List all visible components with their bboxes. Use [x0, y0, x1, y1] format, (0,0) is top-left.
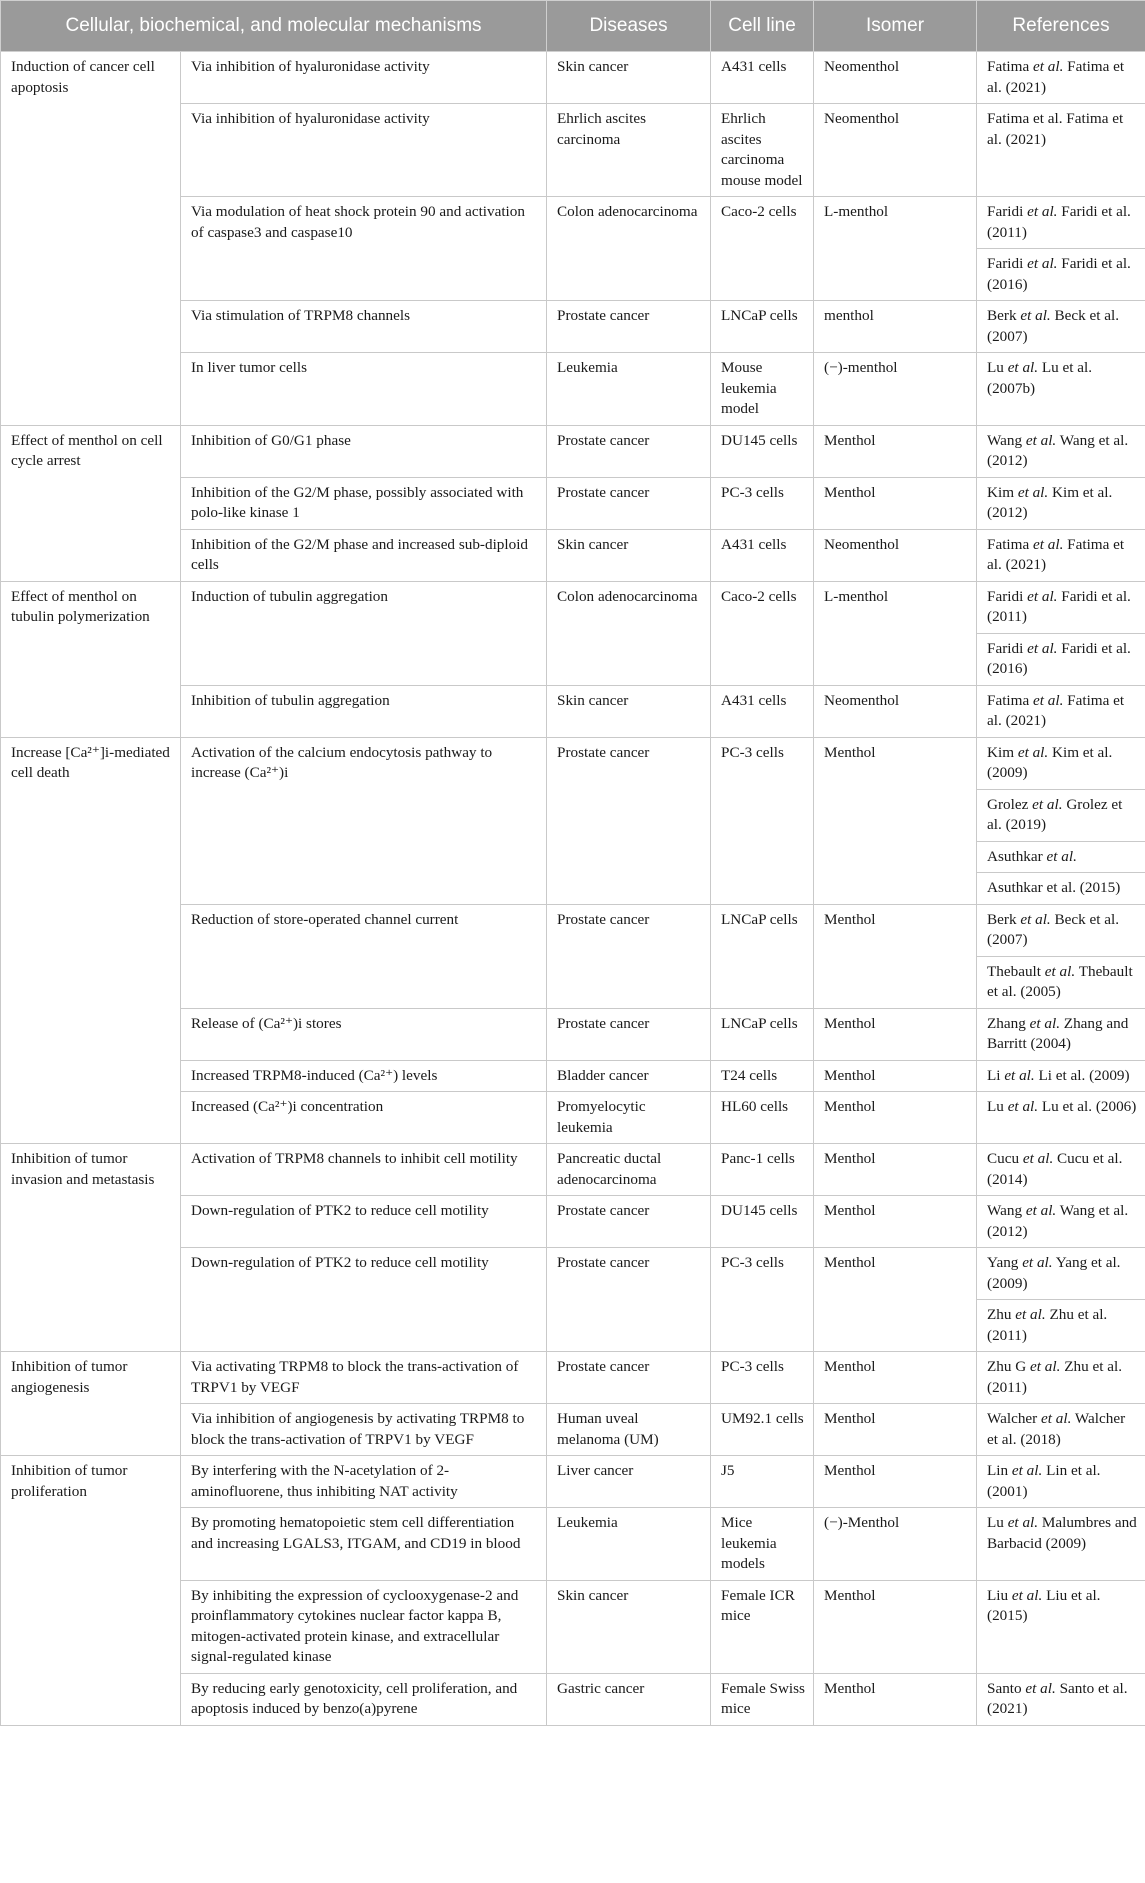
sub-mechanism-cell: Induction of tubulin aggregation — [181, 581, 547, 685]
isomer-cell: Menthol — [814, 1404, 977, 1456]
cell-line-cell: LNCaP cells — [711, 1008, 814, 1060]
sub-mechanism-cell: Via activating TRPM8 to block the trans-activation of TRPV1 by VEGF — [181, 1352, 547, 1404]
mechanism-cell: Inhibition of tumor invasion and metastasis — [1, 1144, 181, 1352]
isomer-cell: L-menthol — [814, 581, 977, 685]
cell-line-cell: HL60 cells — [711, 1092, 814, 1144]
reference-cell — [977, 249, 1145, 301]
ref-author: Santo — [987, 1679, 1022, 1697]
ref-citation: Zhu et al. (2011) — [987, 1306, 1108, 1344]
sub-mechanism-cell: Increased (Ca²⁺)i concentration — [181, 1092, 547, 1144]
cell-line-cell: PC-3 cells — [711, 1248, 814, 1352]
isomer-cell: Menthol — [814, 477, 977, 529]
ref-citation: Wang et al. (2012) — [987, 431, 1129, 469]
ref-author: Asuthkar et al. (2015) — [987, 879, 1121, 896]
sub-mechanism-cell: Via inhibition of angiogenesis by activating TRPM8 to block the trans-activation of TRPV1 by VEGF — [181, 1404, 547, 1456]
table-row — [1, 581, 1145, 633]
ref-etal: et al. — [1020, 307, 1051, 324]
ref-citation: Kim et al. (2012) — [987, 483, 1113, 521]
cell-line-cell: T24 cells — [711, 1060, 814, 1092]
disease-cell: Promyelocytic leukemia — [547, 1092, 711, 1144]
disease-cell: Prostate cancer — [547, 1008, 711, 1060]
cell-line-cell: Panc-1 cells — [711, 1144, 814, 1196]
reference-cell — [977, 737, 1145, 789]
isomer-cell: (−)-menthol — [814, 353, 977, 426]
ref-citation: Liu et al. (2015) — [987, 1586, 1101, 1624]
table-row — [1, 737, 1145, 789]
ref-etal: et al. — [1025, 1679, 1056, 1697]
reference-cell — [977, 1300, 1145, 1352]
ref-author: Zhu — [987, 1306, 1012, 1323]
table-row — [1, 425, 1145, 477]
mechanism-cell: Inhibition of tumor proliferation — [1, 1456, 181, 1726]
ref-author: Fatima — [987, 58, 1030, 75]
isomer-cell: Neomenthol — [814, 529, 977, 581]
mechanism-cell: Effect of menthol on cell cycle arrest — [1, 425, 181, 581]
disease-cell: Prostate cancer — [547, 301, 711, 353]
header-diseases: Diseases — [547, 1, 711, 52]
isomer-cell: Neomenthol — [814, 685, 977, 737]
ref-author: Fatima — [987, 691, 1030, 709]
disease-cell: Prostate cancer — [547, 1196, 711, 1248]
disease-cell: Leukemia — [547, 1508, 711, 1581]
ref-citation: Cucu et al. (2014) — [987, 1150, 1123, 1188]
cell-line-cell: A431 cells — [711, 52, 814, 104]
disease-cell: Prostate cancer — [547, 904, 711, 1008]
ref-author: Liu — [987, 1586, 1009, 1604]
disease-cell: Colon adenocarcinoma — [547, 197, 711, 301]
ref-etal: et al. — [1022, 1150, 1054, 1167]
ref-author: Berk — [987, 910, 1017, 928]
table-row — [1, 52, 1145, 104]
ref-citation: Fatima et al. (2021) — [987, 535, 1125, 573]
ref-etal: et al. — [1025, 431, 1057, 449]
ref-citation: Lin et al. (2001) — [987, 1462, 1101, 1500]
disease-cell: Bladder cancer — [547, 1060, 711, 1092]
reference-cell — [977, 301, 1145, 353]
ref-etal: et al. — [1027, 203, 1058, 220]
ref-etal: et al. — [1046, 847, 1077, 865]
disease-cell: Human uveal melanoma (UM) — [547, 1404, 711, 1456]
mechanism-cell: Increase [Ca²⁺]i-mediated cell death — [1, 737, 181, 1144]
sub-mechanism-cell: Reduction of store-operated channel current — [181, 904, 547, 1008]
reference-cell — [977, 1196, 1145, 1248]
sub-mechanism-cell: Activation of TRPM8 channels to inhibit cell motility — [181, 1144, 547, 1196]
ref-citation: Beck et al. (2007) — [987, 910, 1120, 948]
isomer-cell: Neomenthol — [814, 104, 977, 197]
ref-author: Lu — [987, 359, 1004, 376]
cell-line-cell: Female Swiss mice — [711, 1673, 814, 1725]
ref-citation: Wang et al. (2012) — [987, 1202, 1129, 1240]
ref-author: Zhang — [987, 1014, 1026, 1032]
ref-citation: Fatima et al. (2021) — [987, 691, 1125, 729]
ref-author: Grolez — [987, 795, 1029, 813]
isomer-cell: Menthol — [814, 425, 977, 477]
disease-cell: Ehrlich ascites carcinoma — [547, 104, 711, 197]
ref-etal: et al. — [1017, 483, 1049, 501]
isomer-cell: Menthol — [814, 1092, 977, 1144]
ref-etal: et al. — [1027, 255, 1058, 272]
disease-cell: Prostate cancer — [547, 737, 711, 904]
ref-etal: et al. — [1044, 962, 1076, 980]
cell-line-cell: PC-3 cells — [711, 1352, 814, 1404]
ref-author: Asuthkar — [987, 847, 1043, 865]
sub-mechanism-cell: Down-regulation of PTK2 to reduce cell motility — [181, 1248, 547, 1352]
cell-line-cell: Ehrlich ascites carcinoma mouse model — [711, 104, 814, 197]
reference-cell — [977, 1060, 1145, 1092]
cell-line-cell: DU145 cells — [711, 425, 814, 477]
ref-author: Wang — [987, 1202, 1023, 1219]
cell-line-cell: PC-3 cells — [711, 737, 814, 904]
reference-cell — [977, 1092, 1145, 1144]
reference-cell — [977, 841, 1145, 873]
ref-citation: Grolez et al. (2019) — [987, 795, 1123, 833]
ref-etal: et al. — [1032, 795, 1063, 813]
ref-author: Thebault — [987, 962, 1041, 980]
ref-etal: et al. — [1033, 58, 1064, 75]
isomer-cell: Menthol — [814, 1248, 977, 1352]
cell-line-cell: Mouse leukemia model — [711, 353, 814, 426]
reference-cell — [977, 633, 1145, 685]
ref-etal: et al. — [1027, 639, 1058, 657]
isomer-cell: Menthol — [814, 904, 977, 1008]
cell-line-cell: A431 cells — [711, 529, 814, 581]
cell-line-cell: LNCaP cells — [711, 904, 814, 1008]
ref-etal: et al. — [1004, 1066, 1035, 1084]
sub-mechanism-cell: Via stimulation of TRPM8 channels — [181, 301, 547, 353]
ref-citation: Faridi et al. (2011) — [987, 587, 1131, 625]
ref-citation: Lu et al. (2007b) — [987, 359, 1093, 397]
ref-etal: et al. — [1041, 1410, 1072, 1427]
reference-cell — [977, 1144, 1145, 1196]
disease-cell: Liver cancer — [547, 1456, 711, 1508]
cell-line-cell: Female ICR mice — [711, 1580, 814, 1673]
disease-cell: Colon adenocarcinoma — [547, 581, 711, 685]
reference-cell — [977, 1580, 1145, 1673]
ref-author: Fatima — [987, 535, 1030, 553]
header-references: References — [977, 1, 1145, 52]
ref-etal: et al. — [1015, 1306, 1046, 1323]
ref-author: Kim — [987, 483, 1015, 501]
ref-citation: Lu et al. (2006) — [1038, 1098, 1137, 1115]
reference-cell — [977, 1508, 1145, 1581]
ref-etal: et al. — [1022, 1254, 1053, 1271]
reference-cell — [977, 1352, 1145, 1404]
reference-cell — [977, 904, 1145, 956]
disease-cell: Gastric cancer — [547, 1673, 711, 1725]
cell-line-cell: Caco-2 cells — [711, 197, 814, 301]
ref-etal: et al. — [1029, 1014, 1060, 1032]
disease-cell: Prostate cancer — [547, 425, 711, 477]
cell-line-cell: J5 — [711, 1456, 814, 1508]
sub-mechanism-cell: By interfering with the N-acetylation of 2-aminofluorene, thus inhibiting NAT activity — [181, 1456, 547, 1508]
sub-mechanism-cell: By inhibiting the expression of cyclooxygenase-2 and proinflammatory cytokines nuclear factor kappa B, mitogen-activated protein kinase, and extracellular signal-regulated kinase — [181, 1580, 547, 1673]
ref-author: Lu — [987, 1098, 1004, 1115]
ref-author: Faridi — [987, 587, 1024, 605]
ref-author: Wang — [987, 431, 1023, 449]
isomer-cell: Menthol — [814, 1456, 977, 1508]
cell-line-cell: LNCaP cells — [711, 301, 814, 353]
ref-citation: Malumbres and Barbacid (2009) — [987, 1514, 1137, 1552]
ref-etal: et al. — [1007, 1514, 1039, 1531]
ref-author: Li — [987, 1066, 1001, 1084]
isomer-cell: Menthol — [814, 1008, 977, 1060]
reference-cell — [977, 956, 1145, 1008]
reference-cell — [977, 477, 1145, 529]
header-row — [1, 1, 1145, 52]
ref-etal: et al. — [1020, 910, 1051, 928]
ref-citation: Li et al. (2009) — [1034, 1066, 1130, 1084]
disease-cell: Prostate cancer — [547, 1352, 711, 1404]
ref-etal: et al. — [1011, 1462, 1043, 1479]
ref-author: Lu — [987, 1514, 1004, 1531]
ref-etal: et al. — [1011, 1586, 1043, 1604]
cell-line-cell: Mice leukemia models — [711, 1508, 814, 1581]
disease-cell: Leukemia — [547, 353, 711, 426]
disease-cell: Prostate cancer — [547, 1248, 711, 1352]
cell-line-cell: DU145 cells — [711, 1196, 814, 1248]
cell-line-cell: Caco-2 cells — [711, 581, 814, 685]
reference-cell — [977, 1404, 1145, 1456]
sub-mechanism-cell: By promoting hematopoietic stem cell differentiation and increasing LGALS3, ITGAM, and CD19 in blood — [181, 1508, 547, 1581]
sub-mechanism-cell: Inhibition of tubulin aggregation — [181, 685, 547, 737]
reference-cell — [977, 529, 1145, 581]
sub-mechanism-cell: Activation of the calcium endocytosis pathway to increase (Ca²⁺)i — [181, 737, 547, 904]
ref-citation: Faridi et al. (2016) — [987, 639, 1131, 677]
reference-cell — [977, 789, 1145, 841]
isomer-cell: Menthol — [814, 1673, 977, 1725]
ref-citation: Beck et al. (2007) — [987, 307, 1120, 345]
ref-author: Zhu G — [987, 1358, 1027, 1375]
reference-cell — [977, 104, 1145, 197]
reference-cell — [977, 581, 1145, 633]
ref-citation: Kim et al. (2009) — [987, 743, 1113, 781]
disease-cell: Skin cancer — [547, 52, 711, 104]
sub-mechanism-cell: Inhibition of the G2/M phase and increased sub-diploid cells — [181, 529, 547, 581]
reference-cell — [977, 353, 1145, 426]
ref-author: Walcher — [987, 1410, 1038, 1427]
disease-cell: Pancreatic ductal adenocarcinoma — [547, 1144, 711, 1196]
ref-etal: et al. — [1033, 691, 1064, 709]
isomer-cell: Menthol — [814, 1580, 977, 1673]
ref-citation: Faridi et al. (2016) — [987, 255, 1131, 293]
reference-cell — [977, 1456, 1145, 1508]
ref-author: Cucu — [987, 1150, 1020, 1167]
mechanism-cell: Inhibition of tumor angiogenesis — [1, 1352, 181, 1456]
ref-citation: Thebault et al. (2005) — [987, 962, 1133, 1000]
reference-cell — [977, 197, 1145, 249]
ref-etal: et al. — [1007, 1098, 1039, 1115]
reference-cell — [977, 52, 1145, 104]
sub-mechanism-cell: Via inhibition of hyaluronidase activity — [181, 52, 547, 104]
isomer-cell: Menthol — [814, 1352, 977, 1404]
ref-etal: et al. — [1027, 587, 1058, 605]
ref-author: Berk — [987, 307, 1017, 324]
table-row — [1, 1456, 1145, 1508]
reference-cell — [977, 425, 1145, 477]
sub-mechanism-cell: Via inhibition of hyaluronidase activity — [181, 104, 547, 197]
sub-mechanism-cell: Inhibition of G0/G1 phase — [181, 425, 547, 477]
disease-cell: Skin cancer — [547, 529, 711, 581]
disease-cell: Skin cancer — [547, 685, 711, 737]
isomer-cell: Menthol — [814, 1060, 977, 1092]
ref-citation: Walcher et al. (2018) — [987, 1410, 1126, 1448]
reference-cell — [977, 1008, 1145, 1060]
sub-mechanism-cell: Increased TRPM8-induced (Ca²⁺) levels — [181, 1060, 547, 1092]
reference-cell — [977, 1248, 1145, 1300]
ref-etal: et al. — [1033, 535, 1064, 553]
header-cell-line: Cell line — [711, 1, 814, 52]
reference-cell — [977, 873, 1145, 905]
isomer-cell: L-menthol — [814, 197, 977, 301]
ref-etal: et al. — [1007, 359, 1039, 376]
ref-author: Fatima et al. Fatima et al. (2021) — [987, 110, 1124, 148]
ref-author: Lin — [987, 1462, 1009, 1479]
isomer-cell: Neomenthol — [814, 52, 977, 104]
ref-citation: Yang et al. (2009) — [987, 1254, 1121, 1292]
ref-author: Kim — [987, 743, 1015, 761]
cell-line-cell: A431 cells — [711, 685, 814, 737]
ref-etal: et al. — [1017, 743, 1049, 761]
sub-mechanism-cell: Inhibition of the G2/M phase, possibly associated with polo-like kinase 1 — [181, 477, 547, 529]
isomer-cell: (−)-Menthol — [814, 1508, 977, 1581]
table-row — [1, 1144, 1145, 1196]
reference-cell — [977, 685, 1145, 737]
isomer-cell: Menthol — [814, 1144, 977, 1196]
isomer-cell: Menthol — [814, 737, 977, 904]
sub-mechanism-cell: Via modulation of heat shock protein 90 and activation of caspase3 and caspase10 — [181, 197, 547, 301]
reference-cell — [977, 1673, 1145, 1725]
sub-mechanism-cell: In liver tumor cells — [181, 353, 547, 426]
mechanism-cell: Effect of menthol on tubulin polymerization — [1, 581, 181, 737]
table-row — [1, 1352, 1145, 1404]
sub-mechanism-cell: Release of (Ca²⁺)i stores — [181, 1008, 547, 1060]
ref-citation: Faridi et al. (2011) — [987, 203, 1131, 241]
ref-author: Faridi — [987, 255, 1024, 272]
header-isomer: Isomer — [814, 1, 977, 52]
ref-etal: et al. — [1030, 1358, 1061, 1375]
ref-citation: Zhang and Barritt (2004) — [987, 1014, 1129, 1052]
disease-cell: Prostate cancer — [547, 477, 711, 529]
cell-line-cell: UM92.1 cells — [711, 1404, 814, 1456]
ref-etal: et al. — [1025, 1202, 1057, 1219]
ref-author: Faridi — [987, 639, 1024, 657]
table-body — [1, 52, 1145, 1726]
ref-citation: Fatima et al. (2021) — [987, 58, 1125, 96]
disease-cell: Skin cancer — [547, 1580, 711, 1673]
header-mechanisms: Cellular, biochemical, and molecular mechanisms — [1, 1, 547, 52]
ref-author: Faridi — [987, 203, 1024, 220]
ref-author: Yang — [987, 1254, 1019, 1271]
isomer-cell: Menthol — [814, 1196, 977, 1248]
sub-mechanism-cell: By reducing early genotoxicity, cell proliferation, and apoptosis induced by benzo(a)pyrene — [181, 1673, 547, 1725]
mechanism-cell: Induction of cancer cell apoptosis — [1, 52, 181, 426]
ref-citation: Zhu et al. (2011) — [987, 1358, 1122, 1396]
ref-citation: Santo et al. (2021) — [987, 1679, 1128, 1717]
sub-mechanism-cell: Down-regulation of PTK2 to reduce cell motility — [181, 1196, 547, 1248]
isomer-cell: menthol — [814, 301, 977, 353]
cell-line-cell: PC-3 cells — [711, 477, 814, 529]
